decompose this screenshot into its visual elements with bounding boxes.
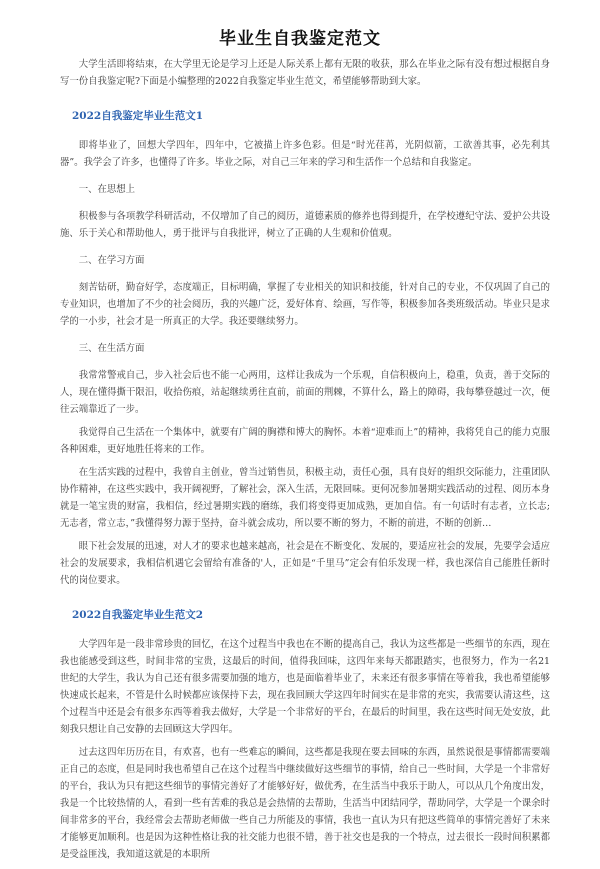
subsection-heading: 一、在思想上 <box>78 184 136 195</box>
subsection-heading: 二、在学习方面 <box>78 255 145 266</box>
section-heading: 2022自我鉴定毕业生范文1 <box>72 110 204 122</box>
section-heading: 2022自我鉴定毕业生范文2 <box>72 609 204 621</box>
document-title: 毕业生自我鉴定范文 <box>219 29 381 49</box>
paragraph: 积极参与各项教学科研活动，不仅增加了自己的阅历，道德素质的修养也得到提升，在学校遵纪守法、爱护公共设施、乐于关心和帮助他人，勇于批评与自我批评，树立了正确的人生观和价值观。 <box>60 211 550 239</box>
subsection-heading: 三、在生活方面 <box>78 343 145 354</box>
intro-paragraph: 大学生活即将结束，在大学里无论是学习上还是人际关系上都有无限的收获，那么在毕业之际有没有想过根据自身写一份自我鉴定呢?下面是小编整理的2022自我鉴定毕业生范文，希望能够帮助到大家。 <box>60 59 550 87</box>
paragraph: 大学四年是一段非常珍贵的回忆，在这个过程当中我也在不断的提高自己，我认为这些都是一些细节的东西，现在我也能感受到这些，时间非常的宝贵，这最后的时间，值得我回味，这四年来每天都跟踏实，也很努力，作为一名21世纪的大学生，我认为自己还有很多需要加强的地方，也是面临着毕业了，未来还有很多事情在等着我，我也希望能够快速成长起来，不管是什么时候都应该保持下去，现在我回顾大学这四年时间实在是非常的充实，我需要认清这些，这个过程当中还是会有很多东西等着我去做好，大学是一个非常好的平台，在最后的时间里，我在这些时间无处安放，此刻我只想让自己安静的去回顾这大学四年。 <box>60 639 550 735</box>
paragraph: 即将毕业了，回想大学四年，四年中，它被描上许多色彩。但是“时光荏苒，光阴似箭，工欲善其事，必先利其器”。我学会了许多，也懂得了许多。毕业之际，对自己三年来的学习和生活作一个总结和自我鉴定。 <box>60 140 550 168</box>
paragraph: 我常常警戒自己，步入社会后也不能一心两用，这样让我成为一个乐观，自信积极向上，稳重，负责，善于交际的人，现在懂得撕干限汨，收拾伤痕，站起继续勇往直前，前面的荆棘，不算什么，路上的障碍，我每攀登越过一次，便往云端靠近了一步。 <box>60 370 550 415</box>
paragraph: 在生活实践的过程中，我曾自主创业，曾当过销售员，积极主动，责任心强，具有良好的组织交际能力，注重团队协作精神，在这些实践中，我开阔视野，了解社会，深入生活，无限回味。更何况参加暑期实践活动的过程、阅历本身就是一笔宝贵的财富，我相信，经过暑期实践的磨练，我们将变得更加成熟，更加自信。有一句话时有志者，立长志;无志者，常立志，”我懂得努力源于坚持，奋斗就会成功，所以要不断的努力，不断的前进，不断的创新… <box>60 467 550 529</box>
document-body <box>60 56 550 869</box>
paragraph: 眼下社会发展的迅速，对人才的要求也越来越高，社会是在不断变化、发展的，要适应社会的发展，先要学会适应社会的发展要求，我相信机遇它会留给有准备的'人，正如是“千里马”定会有伯乐发现一样，我也深信自己能胜任新时代的岗位要求。 <box>60 541 550 586</box>
paragraph: 我觉得自己生活在一个集体中，就要有广阔的胸襟和博大的胸怀。本着“迎难而上”的精神，我将凭自己的能力克服各种困难，更好地胜任将来的工作。 <box>60 427 550 455</box>
paragraph: 刻苦钻研，勤奋好学，态度端正，目标明确，掌握了专业相关的知识和技能，针对自己的专业，不仅巩固了自己的专业知识，也增加了不少的社会阅历，我的兴趣广泛，爱好体育、绘画，写作等，积极参加各类班级活动。毕业只是求学的一小步，社会才是一所真正的大学。我还要继续努力。 <box>60 282 550 327</box>
paragraph: 过去这四年历历在目，有欢喜，也有一些难忘的瞬间，这些都是我现在要去回味的东西，虽然说很是事情都需要端正自己的态度，但是同时我也希望自己在这个过程当中继续做好这些细节的事情，给自己一些时间，大学是一个非常好的平台，我认为只有把这些细节的事情完善好了才能够好好，做优秀，在生活当中我乐于助人，可以从几个角度出发，我是一个比较热情的人，看到一些有苦难的我总是会热情的去帮助，生活当中团结同学，帮助同学，大学是一个课余时间非常多的平台，我经常会去帮助老师做一些自己力所能及的事情，我也一直认为只有把这些简单的事情完善好了未来才能够更加顺利。也是因为这种性格让我的社交能力也很不错，善于社交也是我的一个特点，过去很长一段时间积累都是受益匪浅，我知道这就是的本职所 <box>60 747 550 860</box>
